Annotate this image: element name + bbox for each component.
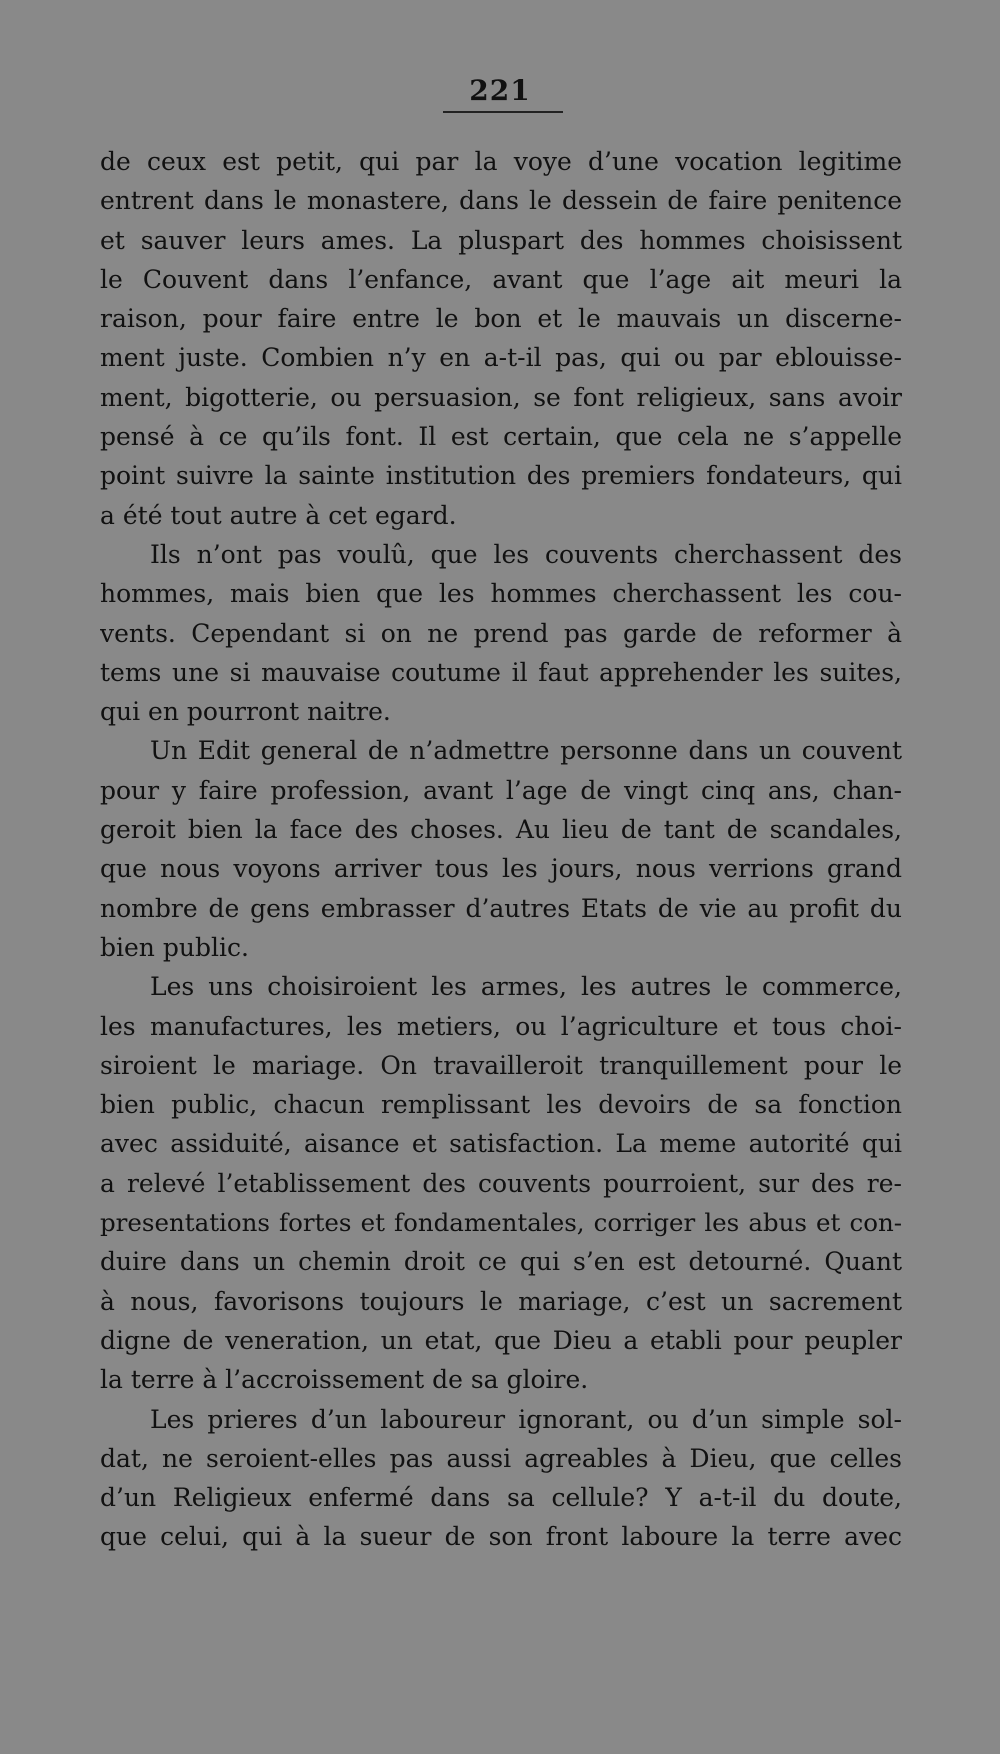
text-line: ment, bigotterie, ou persuasion, se font religieux, sans avoir (100, 382, 902, 412)
text-line: nombre de gens embrasser d’autres Etats de vie au profit du (100, 893, 902, 923)
text-line: qui en pourront naitre. (100, 697, 391, 727)
text-line: hommes, mais bien que les hommes cherchassent les cou- (100, 579, 902, 609)
text-line: les manufactures, les metiers, ou l’agriculture et tous choi- (100, 1011, 902, 1041)
text-line: de ceux est petit, qui par la voye d’une vocation legitime (100, 147, 902, 176)
text-line: Ils n’ont pas voulû, que les couvents cherchassent des (150, 539, 902, 569)
text-line: geroit bien la face des choses. Au lieu de tant de scandales, (100, 815, 902, 845)
text-line: siroient le mariage. On travailleroit tranquillement pour le (100, 1050, 902, 1080)
text-line: le Couvent dans l’enfance, avant que l’age ait meuri la (100, 264, 902, 294)
text-line: raison, pour faire entre le bon et le mauvais un discerne- (100, 304, 902, 334)
text-line: point suivre la sainte institution des premiers fondateurs, qui (100, 461, 902, 491)
text-line: Les prieres d’un laboureur ignorant, ou d’un simple sol- (150, 1404, 902, 1434)
text-line: a relevé l’etablissement des couvents pourroient, sur des re- (100, 1168, 902, 1198)
text-line: a été tout autre à cet egard. (100, 500, 457, 530)
text-line: que nous voyons arriver tous les jours, nous verrions grand (100, 854, 902, 884)
text-line: tems une si mauvaise coutume il faut apprehender les suites, (100, 657, 902, 687)
text-line: pensé à ce qu’ils font. Il est certain, que cela ne s’appelle (100, 422, 902, 452)
text-line: bien public. (100, 932, 249, 962)
text-line: que celui, qui à la sueur de son front laboure la terre avec (100, 1522, 902, 1552)
text-line: pour y faire profession, avant l’age de vingt cinq ans, chan- (100, 775, 902, 805)
text-line: avec assiduité, aisance et satisfaction. La meme autorité qui (100, 1129, 902, 1159)
text-line: duire dans un chemin droit ce qui s’en est detourné. Quant (100, 1247, 902, 1277)
page-number: 221 (469, 74, 531, 107)
text-line: digne de veneration, un etat, que Dieu a etabli pour peupler (100, 1325, 902, 1355)
text-line: la terre à l’accroissement de sa gloire. (100, 1365, 589, 1395)
header-rule (443, 111, 563, 113)
text-line: d’un Religieux enfermé dans sa cellule? Y a-t-il du doute, (100, 1483, 902, 1513)
text-line: et sauver leurs ames. La pluspart des hommes choisissent (100, 225, 902, 255)
text-line: vents. Cependant si on ne prend pas garde de reformer à (100, 618, 902, 648)
body-text (100, 142, 902, 1557)
text-line: bien public, chacun remplissant les devoirs de sa fonction (100, 1090, 902, 1120)
text-line: Un Edit general de n’admettre personne dans un couvent (150, 736, 902, 766)
text-line: dat, ne seroient-elles pas aussi agreables à Dieu, que celles (100, 1443, 902, 1473)
text-line: Les uns choisiroient les armes, les autres le commerce, (150, 972, 902, 1002)
text-line: presentations fortes et fondamentales, corriger les abus et con- (100, 1208, 902, 1238)
text-line: à nous, favorisons toujours le mariage, c’est un sacrement (100, 1286, 902, 1316)
text-line: ment juste. Combien n’y en a-t-il pas, qui ou par eblouisse- (100, 343, 902, 373)
text-line: entrent dans le monastere, dans le dessein de faire penitence (100, 186, 902, 216)
